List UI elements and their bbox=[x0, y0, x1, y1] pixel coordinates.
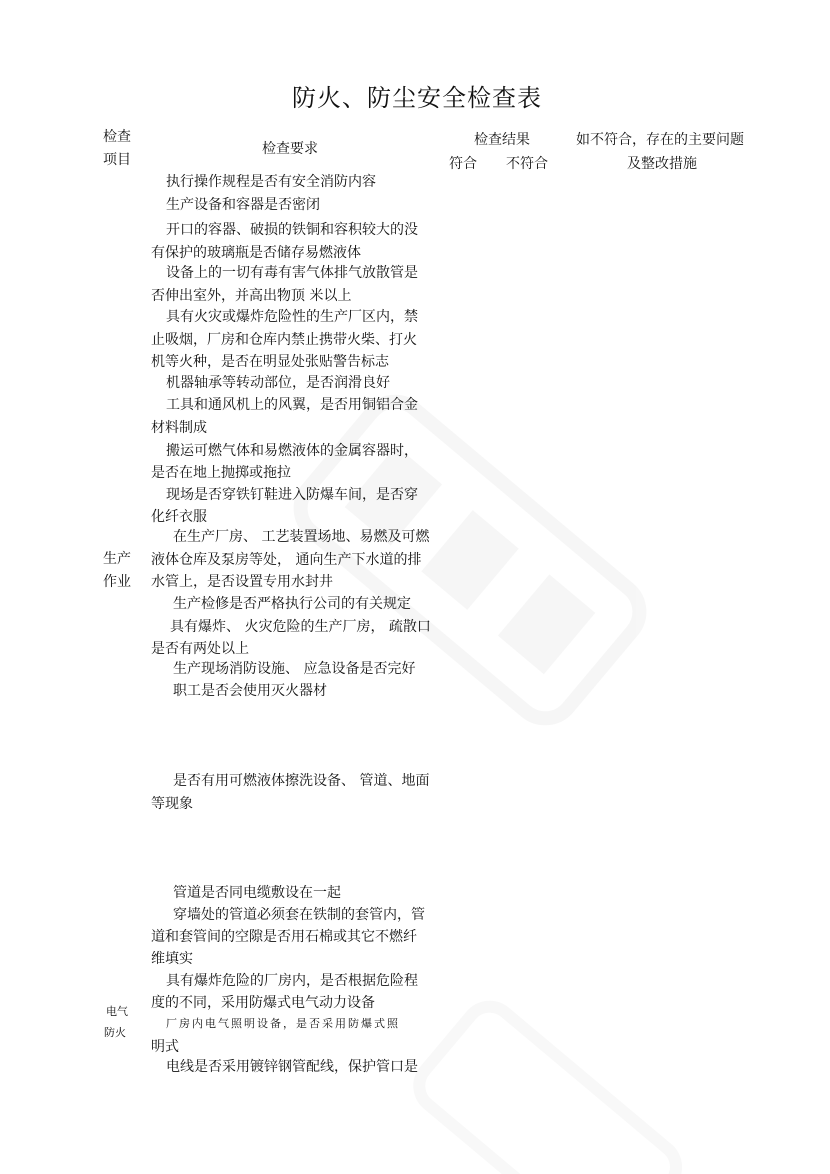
result-column-header: 检查结果 bbox=[474, 132, 530, 148]
requirement-line: 是否在地上抛掷或拖拉 bbox=[151, 465, 291, 481]
requirement-line: 维填实 bbox=[151, 951, 193, 967]
category-electric-line1: 电气 bbox=[106, 1005, 128, 1018]
requirement-line: 生产现场消防设施、 应急设备是否完好 bbox=[173, 661, 416, 677]
requirement-line: 穿墙处的管道必须套在铁制的套管内，管 bbox=[173, 907, 425, 923]
requirement-line: 执行操作规程是否有安全消防内容 bbox=[166, 174, 376, 190]
requirement-line: 厂房内电气照明设备，是否采用防爆式照 bbox=[166, 1017, 400, 1030]
requirement-line: 止吸烟，厂房和仓库内禁止携带火柴、打火 bbox=[151, 332, 417, 348]
requirement-line: 工具和通风机上的风翼，是否用铜铝合金 bbox=[166, 397, 418, 413]
requirement-line: 是否有两处以上 bbox=[151, 641, 249, 657]
remark-column-header-line1: 如不符合，存在的主要问题 bbox=[576, 132, 744, 148]
requirement-line: 度的不同，采用防爆式电气动力设备 bbox=[151, 995, 375, 1011]
requirement-line: 道和套管间的空隙是否用石棉或其它不燃纤 bbox=[151, 929, 417, 945]
requirement-line: 管道是否同电缆敷设在一起 bbox=[173, 885, 341, 901]
requirement-line: 否伸出室外，并高出物顶 米以上 bbox=[151, 288, 352, 304]
requirement-line: 是否有用可燃液体擦洗设备、 管道、地面 bbox=[173, 773, 430, 789]
item-column-header-line1: 检查 bbox=[103, 129, 131, 145]
requirement-line: 在生产厂房、 工艺装置场地、易燃及可燃 bbox=[173, 529, 430, 545]
requirement-column-header: 检查要求 bbox=[262, 141, 318, 157]
remark-column-header-line2: 及整改措施 bbox=[627, 156, 697, 172]
requirement-line: 材料制成 bbox=[151, 420, 207, 436]
requirement-line: 机等火种，是否在明显处张贴警告标志 bbox=[151, 354, 389, 370]
requirement-line: 职工是否会使用灭火器材 bbox=[173, 683, 327, 699]
category-electric-line2: 防火 bbox=[104, 1026, 126, 1039]
requirement-line: 水管上，是否设置专用水封井 bbox=[151, 574, 333, 590]
requirement-line: 现场是否穿铁钉鞋进入防爆车间，是否穿 bbox=[166, 487, 418, 503]
requirement-line: 等现象 bbox=[151, 796, 193, 812]
requirement-line: 生产设备和容器是否密闭 bbox=[166, 197, 320, 213]
requirement-line: 具有爆炸、 火灾危险的生产厂房， 疏散口 bbox=[170, 619, 431, 635]
category-production-line1: 生产 bbox=[103, 551, 131, 567]
requirement-line: 机器轴承等转动部位，是否润滑良好 bbox=[166, 375, 390, 391]
requirement-line: 电线是否采用镀锌钢管配线，保护管口是 bbox=[166, 1059, 418, 1075]
requirement-line: 有保护的玻璃瓶是否储存易燃液体 bbox=[151, 245, 361, 261]
requirement-line: 明式 bbox=[151, 1039, 179, 1055]
requirement-line: 液体仓库及泵房等处， 通向生产下水道的排 bbox=[151, 552, 422, 568]
conform-column-header: 符合 bbox=[449, 156, 477, 172]
nonconform-column-header: 不符合 bbox=[506, 156, 548, 172]
requirement-line: 具有爆炸危险的厂房内，是否根据危险程 bbox=[166, 973, 418, 989]
requirement-line: 化纤衣服 bbox=[151, 509, 207, 525]
requirement-line: 搬运可燃气体和易燃液体的金属容器时， bbox=[166, 443, 418, 459]
page-title: 防火、防尘安全检查表 bbox=[292, 84, 542, 112]
requirement-line: 具有火灾或爆炸危险性的生产厂区内，禁 bbox=[166, 309, 418, 325]
category-production-line2: 作业 bbox=[103, 574, 131, 590]
requirement-line: 生产检修是否严格执行公司的有关规定 bbox=[173, 596, 411, 612]
item-column-header-line2: 项目 bbox=[103, 152, 131, 168]
requirement-line: 设备上的一切有毒有害气体排气放散管是 bbox=[166, 265, 418, 281]
requirement-line: 开口的容器、破损的铁铜和容积较大的没 bbox=[166, 222, 418, 238]
